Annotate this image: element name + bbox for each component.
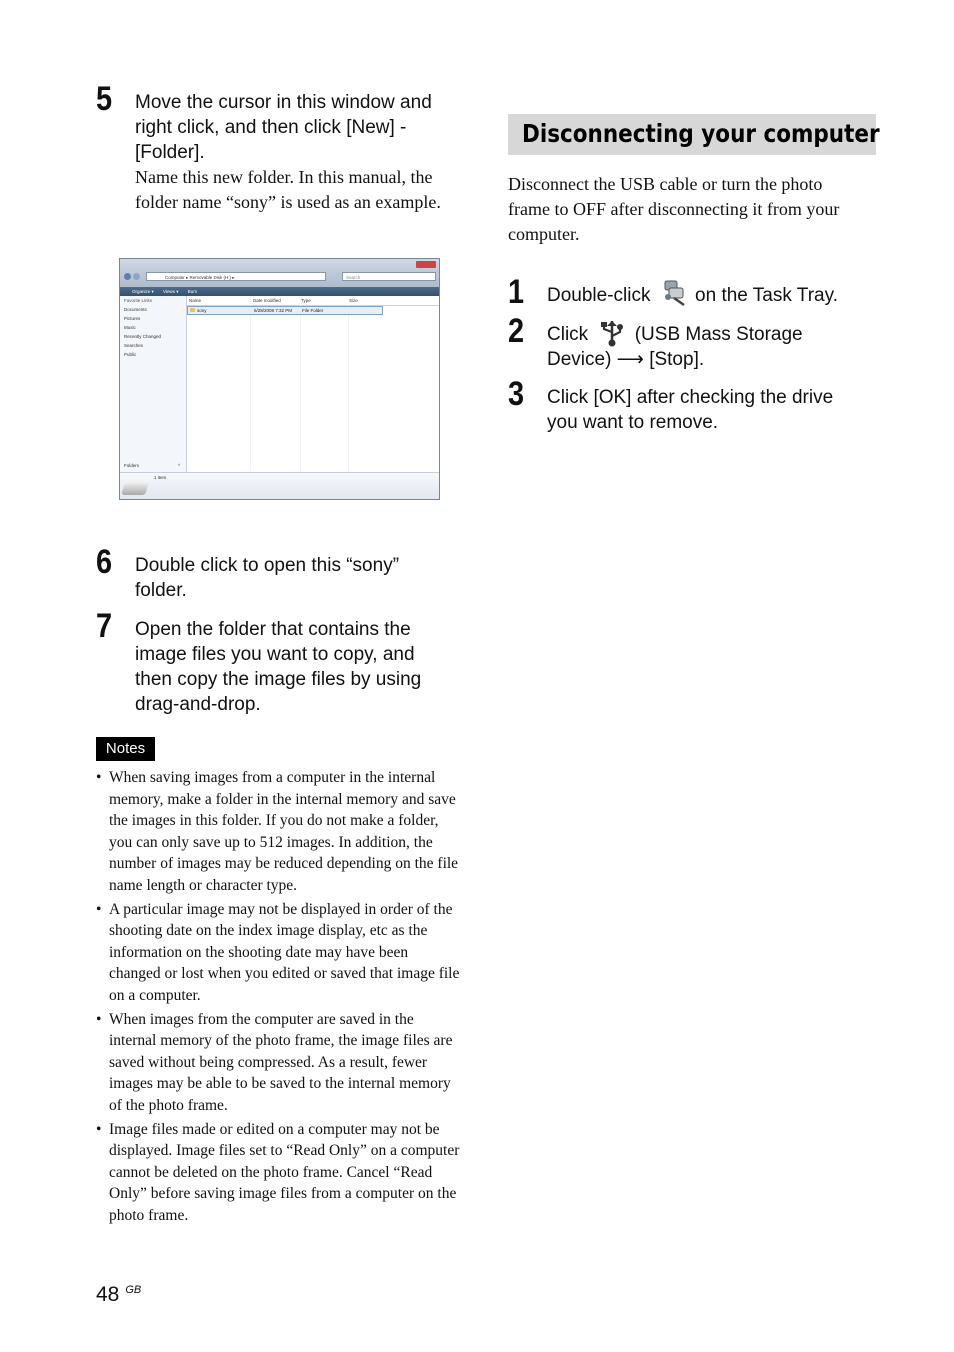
step-3-text: Click [OK] after checking the drive you want to remove.: [547, 387, 834, 433]
item-count: 1 item: [154, 475, 167, 480]
step-5-number: 5: [96, 80, 113, 118]
step-7-text: Open the folder that contains the image files you want to copy, and then copy the image files by using drag-and-drop.: [135, 619, 422, 715]
step-6-text: Double click to open this “sony” folder.: [135, 555, 400, 601]
column-headers: Name Date modified Type Size: [187, 296, 439, 306]
step-2-text: Click (USB Mass Storage Device) ⟶ [Stop].: [547, 322, 803, 372]
folder-icon: [190, 308, 195, 312]
safely-remove-hardware-icon: [656, 285, 690, 305]
section-heading: Disconnecting your computer: [522, 119, 880, 148]
nav-item-recently-changed: Recently Changed: [124, 334, 162, 339]
nav-item-documents: Documents: [124, 307, 147, 312]
note-item: • Image files made or edited on a computer may not be displayed. Image files set to “Read Only” on a computer cannot be deleted on the photo frame. Cancel “Read Only” before saving image files from a computer on the photo frame.: [96, 1119, 462, 1227]
removable-disk-icon: [121, 482, 148, 495]
usb-mass-storage-icon: [593, 324, 629, 344]
step-6-number: 6: [96, 543, 113, 581]
folders-label: Folders: [124, 463, 140, 468]
intro-text: Disconnect the USB cable or turn the photo frame to OFF after disconnecting it from your computer.: [508, 174, 840, 244]
explorer-titlebar: [120, 259, 439, 287]
explorer-toolbar: Organize ▾ Views ▾ Burn: [120, 287, 439, 296]
status-bar: [120, 472, 439, 500]
nav-item-searches: Searches: [124, 343, 144, 348]
region-code: GB: [125, 1284, 142, 1296]
explorer-window-screenshot: [119, 258, 440, 500]
close-icon: [416, 261, 436, 268]
search-box: Search: [342, 272, 436, 281]
step-1-text: Double-click on the Task Tray.: [547, 283, 838, 308]
page-number: 48 $^{GB}$: [96, 1283, 142, 1306]
back-icon: [124, 273, 131, 280]
notes-list: [96, 767, 462, 1228]
nav-item-music: Music: [124, 325, 136, 330]
step-5-subtext: Name this new folder. In this manual, the folder name “sony” is used as an example.: [135, 167, 441, 212]
note-item: • When saving images from a computer in the internal memory, make a folder in the internal memory and save the images in this folder. If you do not make a folder, you can only save up to 512 images. In addition, the number of images may be reduced depending on the file name length or character type.: [96, 767, 462, 897]
step-5-text: Move the cursor in this window and right click, and then click [New] - [Folder].: [135, 92, 432, 163]
address-bar: Computer ▸ Removable Disk (H:) ▸: [146, 272, 326, 281]
notes-label: Notes: [96, 737, 155, 761]
forward-icon: [133, 273, 140, 280]
step-1-number: 1: [508, 273, 525, 311]
file-row-sony: sony 6/28/2008 7:32 PM File Folder: [187, 306, 383, 315]
note-item: • A particular image may not be displayed in order of the shooting date on the index image display, etc as the information on the shooting date may have been changed or lost when you edited or saved that image file on a computer.: [96, 899, 462, 1007]
nav-item-pictures: Pictures: [124, 316, 141, 321]
step-2-number: 2: [508, 312, 525, 350]
chevron-up-icon: ^: [178, 463, 181, 468]
step-3-number: 3: [508, 375, 525, 413]
nav-item-public: Public: [124, 352, 137, 357]
note-item: • When images from the computer are saved in the internal memory of the photo frame, the image files are saved without being compressed. As a result, fewer images may be able to be saved to the internal memory of the photo frame.: [96, 1009, 462, 1117]
navigation-pane: Favorite Links Documents Pictures Music Recently Changed Searches Public Folders ^: [120, 296, 187, 472]
step-7-number: 7: [96, 607, 113, 645]
